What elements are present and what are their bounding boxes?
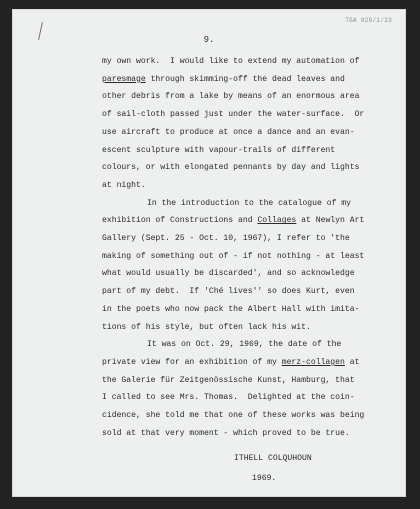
text-segment: at night.: [102, 180, 146, 190]
text-segment: part of my debt. If 'Ché lives'' so does Kurt, even: [102, 287, 355, 297]
text-line: [102, 53, 384, 71]
underlined-word: paresmage: [102, 74, 146, 84]
text-line: [102, 319, 384, 337]
text-segment: tions of his style, but often lack his wit.: [102, 322, 311, 332]
text-line: [102, 106, 384, 124]
text-segment: at: [344, 357, 360, 367]
text-segment: in the poets who now pack the Albert Hall with imita-: [102, 304, 360, 314]
text-segment: of sail-cloth passed just under the water-surface. Or: [102, 110, 365, 120]
text-segment: other debris from a lake by means of an enormous area: [102, 92, 360, 102]
text-segment: exhibition of Constructions and: [102, 216, 258, 226]
text-line: [102, 265, 384, 283]
text-segment: cidence, she told me that one of these works was being: [102, 411, 365, 421]
signature-year: 1969.: [252, 474, 277, 484]
text-line: [102, 425, 384, 443]
text-segment: at Newlyn Art: [296, 216, 365, 226]
text-line: [102, 230, 384, 248]
text-line: [102, 301, 384, 319]
text-segment: the Galerie für Zeitgenössische Kunst, Hamburg, that: [102, 375, 355, 385]
text-line: [102, 248, 384, 266]
underlined-word: merz-collagen: [281, 357, 345, 367]
text-segment: Gallery (Sept. 25 - Oct. 10, 1967), I refer to 'the: [102, 234, 350, 244]
text-line: [102, 354, 384, 372]
text-line: [102, 177, 384, 195]
underlined-word: Collages: [257, 216, 297, 226]
text-segment: colours, or with elongated pennants by day and lights: [102, 163, 360, 173]
text-line: [102, 372, 384, 390]
text-line: [102, 124, 384, 142]
text-line: [102, 142, 384, 160]
text-line: [102, 407, 384, 425]
text-segment: sold at that very moment - which proved to be true.: [102, 428, 350, 438]
text-segment: my own work. I would like to extend my automation of: [102, 57, 360, 66]
text-segment: I called to see Mrs. Thomas. Delighted at the coin-: [102, 393, 355, 403]
text-segment: what would usually be discarded', and so acknowledge: [102, 269, 355, 279]
text-line: [102, 336, 384, 354]
archive-reference: TGA 929/1/23: [345, 17, 392, 24]
text-line: [102, 71, 384, 89]
text-segment: In the introduction to the catalogue of my: [147, 198, 351, 208]
signature-name: ITHELL COLQUHOUN: [234, 454, 312, 464]
document-page: [12, 9, 406, 497]
text-line: [102, 389, 384, 407]
text-line: [102, 283, 384, 301]
text-line: [102, 212, 384, 230]
text-line: [102, 88, 384, 106]
text-segment: private view for an exhibition of my: [102, 357, 282, 367]
text-segment: escent sculpture with vapour-trails of different: [102, 145, 336, 155]
typed-text-block: [102, 53, 384, 488]
text-line: [102, 195, 384, 213]
text-segment: use aircraft to produce at once a dance and an evan-: [102, 127, 355, 137]
text-segment: It was on Oct. 29, 1969, the date of the: [147, 340, 342, 350]
page-number: 9.: [203, 35, 215, 45]
text-line: [102, 159, 384, 177]
text-segment: making of something out of - if not nothing - at least: [102, 251, 365, 261]
text-segment: through skimming-off the dead leaves and: [145, 74, 345, 84]
